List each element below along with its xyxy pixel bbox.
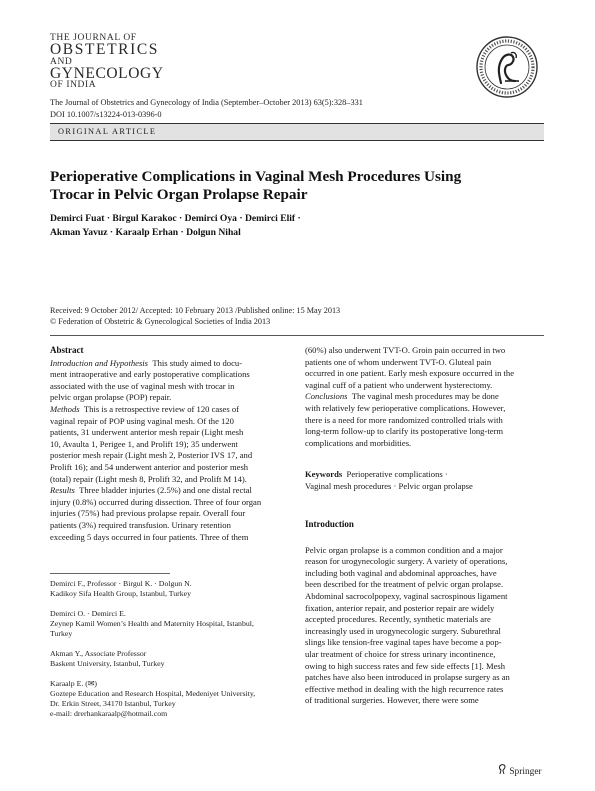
line-text: exceeding 5 days occurred in four patients. Three of them xyxy=(50,531,249,542)
abstract-text-left xyxy=(50,358,286,544)
intro-line: owing to high success rates and few side effects [1]. Mesh xyxy=(305,660,506,671)
author-line: Demirci Fuat · Birgul Karakoc · Demirci Oya · Demirci Elif · xyxy=(50,213,301,224)
footnote-rule xyxy=(50,573,170,574)
text-line xyxy=(50,450,286,462)
line-text: vaginal repair of POP using vaginal mesh. Of the 120 xyxy=(50,415,234,426)
line-text: vaginal cuff of a patient who underwent hysterectomy. xyxy=(305,379,493,390)
text-line xyxy=(305,345,545,357)
affiliation-line: Dr. Erkin Street, 34170 Istanbul, Turkey xyxy=(50,699,176,708)
affiliation-line: Baskent University, Istanbul, Turkey xyxy=(50,659,165,668)
line-text: injuries (75%) had previous prolapse repair. Overall four xyxy=(50,508,246,519)
line-text: patients one of whom underwent TVT-O. Gluteal pain xyxy=(305,356,492,367)
line-text: with relatively few perioperative complications. However, xyxy=(305,402,506,413)
section-label: Methods xyxy=(50,403,80,414)
text-line xyxy=(50,508,286,520)
text-line xyxy=(50,369,286,381)
intro-line: effective method in dealing with the high recurrence rates xyxy=(305,683,504,694)
citation-line: The Journal of Obstetrics and Gynecology of India (September–October 2013) 63(5):328–331 xyxy=(50,98,363,107)
doi-line: DOI 10.1007/s13224-013-0396-0 xyxy=(50,110,162,119)
text-line xyxy=(50,381,286,393)
text-line xyxy=(305,391,545,403)
affiliation-line: Kadikoy Sifa Health Group, Istanbul, Turkey xyxy=(50,589,191,598)
masthead-line: THE JOURNAL OF xyxy=(50,33,137,43)
affiliations xyxy=(50,579,286,729)
header-rule xyxy=(50,335,544,336)
intro-line: fixation, anterior repair, and posterior repair are widely xyxy=(305,602,495,613)
affiliation-line: Demirci O. · Demirci E. xyxy=(50,609,126,618)
line-text: This is a retrospective review of 120 cases of xyxy=(83,403,240,414)
title-line: Trocar in Pelvic Organ Prolapse Repair xyxy=(50,186,308,203)
abstract-text-right xyxy=(305,345,545,449)
text-line xyxy=(50,358,286,370)
keywords-line-1: Perioperative complications · xyxy=(346,469,448,479)
line-text: complications and morbidities. xyxy=(305,437,412,448)
affiliation-line: Goztepe Education and Research Hospital, Medeniyet University, xyxy=(50,689,256,698)
line-text: posterior mesh repair (Light mesh 2, Posterior IVS 17, and xyxy=(50,450,253,461)
introduction-text xyxy=(305,545,545,707)
introduction-heading: Introduction xyxy=(305,519,354,529)
text-line xyxy=(50,404,286,416)
abstract-section xyxy=(50,345,286,543)
line-text: patients, 31 underwent anterior mesh repair (Light mesh xyxy=(50,427,244,438)
intro-line: of traditional surgeries. However, there were some xyxy=(305,695,479,706)
text-line xyxy=(50,474,286,486)
text-line xyxy=(305,415,545,427)
text-line xyxy=(50,416,286,428)
affiliation-block xyxy=(50,679,286,719)
text-line xyxy=(50,462,286,474)
line-text: long-term follow-up to clarify its postoperative long-term xyxy=(305,426,504,437)
masthead-line: OF INDIA xyxy=(50,80,97,91)
affiliation-block xyxy=(50,579,286,599)
text-line xyxy=(305,357,545,369)
section-label: Results xyxy=(50,485,75,496)
text-line xyxy=(305,426,545,438)
band-rule xyxy=(50,140,544,141)
line-text: occurred in one patient. Early mesh exposure occurred in the xyxy=(305,368,515,379)
line-text: Prolift 16); and 54 underwent anterior and posterior mesh xyxy=(50,461,249,472)
abstract-continued xyxy=(305,345,545,449)
text-line xyxy=(50,532,286,544)
line-text: there is a need for more randomized controlled trials with xyxy=(305,414,503,425)
line-text: associated with the use of vaginal mesh with trocar in xyxy=(50,380,235,391)
line-text: The vaginal mesh procedures may be done xyxy=(351,391,499,402)
intro-line: including both vaginal and abdominal approaches, have xyxy=(305,567,497,578)
affiliation-line: Demirci F., Professor · Birgul K. · Dolgun N. xyxy=(50,579,192,588)
text-line xyxy=(305,403,545,415)
line-text: Three bladder injuries (2.5%) and one distal rectal xyxy=(79,485,252,496)
affiliation-line: Karaalp E. (✉) xyxy=(50,679,98,688)
introduction-section xyxy=(305,519,545,707)
keywords-line-2: Vaginal mesh procedures · Pelvic organ prolapse xyxy=(305,480,473,491)
line-text: ment intraoperative and early postoperative complications xyxy=(50,369,250,380)
publisher-logo xyxy=(498,764,542,777)
intro-line: slings like tension-free vaginal tapes have become a pop- xyxy=(305,637,502,648)
section-label: Conclusions xyxy=(305,391,348,402)
affiliation-line: Akman Y., Associate Professor xyxy=(50,649,147,658)
masthead-line: OBSTETRICS xyxy=(50,41,160,59)
text-line xyxy=(305,368,545,380)
intro-line: patches have also been introduced in prolapse surgery as an xyxy=(305,672,510,683)
text-line xyxy=(305,380,545,392)
affiliation-line: Zeynep Kamil Women’s Health and Maternity Hospital, Istanbul, xyxy=(50,619,254,628)
author-line: Akman Yavuz · Karaalp Erhan · Dolgun Nihal xyxy=(50,227,241,238)
author-list xyxy=(50,212,480,240)
text-line xyxy=(50,439,286,451)
masthead-line: GYNECOLOGY xyxy=(50,64,164,82)
society-seal-icon xyxy=(475,35,539,99)
text-line xyxy=(305,438,545,450)
springer-horse-icon xyxy=(498,764,507,775)
section-label: Introduction and Hypothesis xyxy=(50,357,149,368)
title-line: Perioperative Complications in Vaginal Mesh Procedures Using xyxy=(50,168,462,185)
affiliation-line: e-mail: drerhankaraalp@hotmail.com xyxy=(50,709,168,718)
line-text: 10, Avaulta 1, Perigee 1, and Prolift 19); 35 underwent xyxy=(50,438,238,449)
intro-line: ular treatment of choice for stress urinary incontinence, xyxy=(305,648,496,659)
affiliation-block xyxy=(50,649,286,669)
text-line xyxy=(50,520,286,532)
affiliation-line: Turkey xyxy=(50,629,73,638)
article-type-label: ORIGINAL ARTICLE xyxy=(58,127,157,136)
text-line xyxy=(50,392,286,404)
journal-masthead xyxy=(50,33,164,91)
line-text: injury (0.8%) occurred during dissection. Three of four organ xyxy=(50,496,262,507)
line-text: (total) repair (Light mesh 8, Prolift 32, and Prolift M 14). xyxy=(50,473,247,484)
abstract-heading: Abstract xyxy=(50,345,84,355)
keywords-label: Keywords xyxy=(305,469,343,479)
copyright-line: © Federation of Obstetric & Gynecological Societies of India 2013 xyxy=(50,317,271,326)
article-title xyxy=(50,168,550,204)
received-dates: Received: 9 October 2012/ Accepted: 10 February 2013 /Published online: 15 May 2013 xyxy=(50,306,341,315)
intro-line: Pelvic organ prolapse is a common condition and a major xyxy=(305,544,503,555)
intro-line: been described for the treatment of pelvic organ prolapse. xyxy=(305,579,504,590)
intro-line: increasingly used in urogynecologic surgery. Suburethral xyxy=(305,625,501,636)
intro-line: Abdominal sacrocolpopexy, vaginal sacrospinous ligament xyxy=(305,590,508,601)
publisher-name: Springer xyxy=(509,767,542,777)
masthead-line: AND xyxy=(50,56,73,67)
affiliation-block xyxy=(50,609,286,639)
text-line xyxy=(50,497,286,509)
line-text: (60%) also underwent TVT-O. Groin pain occurred in two xyxy=(305,345,506,355)
text-line xyxy=(50,427,286,439)
line-text: This study aimed to docu- xyxy=(152,357,243,368)
intro-line: accepted procedures. Recently, synthetic materials are xyxy=(305,614,491,625)
text-line xyxy=(50,485,286,497)
line-text: pelvic organ prolapse (POP) repair. xyxy=(50,392,172,403)
keywords-block xyxy=(305,469,545,492)
intro-line: reason for urogynecologic surgery. A variety of operations, xyxy=(305,556,508,567)
line-text: patients (3%) required transfusion. Urinary retention xyxy=(50,519,231,530)
